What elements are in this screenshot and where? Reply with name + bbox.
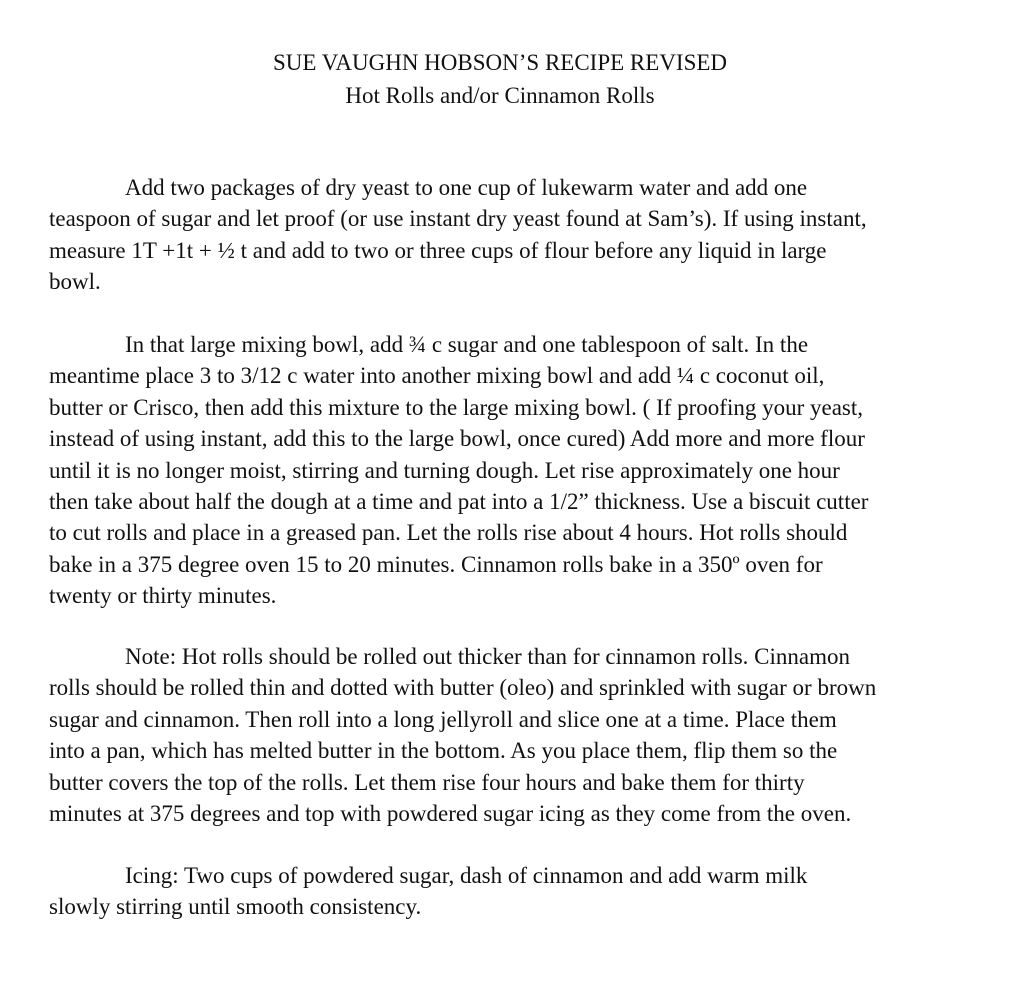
paragraph-dough <box>49 329 1009 612</box>
paragraph-line: teaspoon of sugar and let proof (or use instant dry yeast found at Sam’s). If using instant, <box>49 206 867 232</box>
paragraph-line: butter or Crisco, then add this mixture to the large mixing bowl. ( If proofing your yeast, <box>49 394 863 420</box>
paragraph-line: then take about half the dough at a time and pat into a 1/2” thickness. Use a biscuit cutter <box>49 489 869 515</box>
paragraph-line: rolls should be rolled thin and dotted with butter (oleo) and sprinkled with sugar or brown <box>49 675 877 701</box>
paragraph-line: butter covers the top of the rolls. Let them rise four hours and bake them for thirty <box>49 769 805 795</box>
paragraph-line: to cut rolls and place in a greased pan. Let the rolls rise about 4 hours. Hot rolls should <box>49 520 848 546</box>
paragraph-line: into a pan, which has melted butter in the bottom. As you place them, flip them so the <box>49 738 838 764</box>
paragraph-line: measure 1T +1t + ½ t and add to two or three cups of flour before any liquid in large <box>49 237 827 263</box>
paragraph-line: In that large mixing bowl, add ¾ c sugar and one tablespoon of salt. In the <box>125 332 809 357</box>
paragraph-line: slowly stirring until smooth consistency. <box>49 894 422 920</box>
paragraph-line: bowl. <box>49 269 101 295</box>
recipe-subtitle: Hot Rolls and/or Cinnamon Rolls <box>345 83 655 108</box>
paragraph-line: twenty or thirty minutes. <box>49 583 277 609</box>
paragraph-line: instead of using instant, add this to the large bowl, once cured) Add more and more flour <box>49 426 865 452</box>
paragraph-line: until it is no longer moist, stirring and turning dough. Let rise approximately one hour <box>49 457 840 483</box>
paragraph-line: bake in a 375 degree oven 15 to 20 minutes. Cinnamon rolls bake in a 350º oven for <box>49 551 823 577</box>
paragraph-line: Note: Hot rolls should be rolled out thicker than for cinnamon rolls. Cinnamon <box>125 644 851 669</box>
recipe-title: SUE VAUGHN HOBSON’S RECIPE REVISED <box>272 50 728 75</box>
paragraph-line: minutes at 375 degrees and top with powdered sugar icing as they come from the oven. <box>49 801 852 827</box>
paragraph-line: meantime place 3 to 3/12 c water into another mixing bowl and add ¼ c coconut oil, <box>49 363 825 389</box>
paragraph-line: Add two packages of dry yeast to one cup of lukewarm water and add one <box>125 175 808 200</box>
paragraph-icing <box>49 860 1009 923</box>
paragraph-line: Icing: Two cups of powdered sugar, dash of cinnamon and add warm milk <box>125 863 808 888</box>
paragraph-yeast <box>49 172 1009 298</box>
paragraph-line: sugar and cinnamon. Then roll into a long jellyroll and slice one at a time. Place them <box>49 706 837 732</box>
paragraph-note <box>49 641 1009 829</box>
